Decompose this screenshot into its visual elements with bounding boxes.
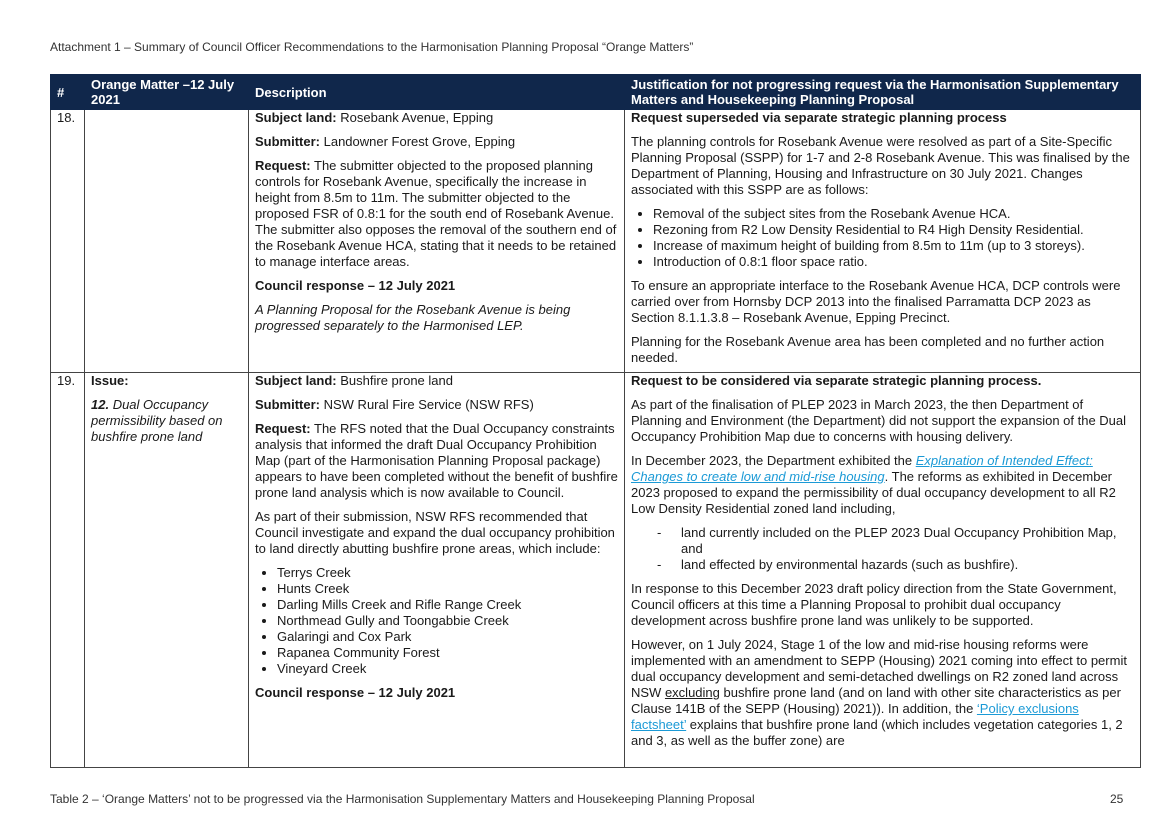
eie-link[interactable]: Explanation of Intended Effect: Changes to create low and mid-rise housing bbox=[631, 453, 1093, 484]
orange-matter-cell bbox=[85, 110, 249, 373]
justification-paragraph: As part of the finalisation of PLEP 2023 in March 2023, the then Department of Planning and Environment (the Department) did not support the expansion of the Dual Occupancy Prohibition Map due to concerns with housing delivery. bbox=[631, 397, 1127, 444]
submitter: Submitter: NSW Rural Fire Service (NSW RFS) bbox=[255, 397, 534, 412]
list-item: • Increase of maximum height of building from 8.5m to 11m (up to 3 storeys). bbox=[653, 238, 1134, 254]
issue-label: Issue: bbox=[91, 373, 129, 388]
changes-list bbox=[631, 206, 1134, 270]
justification-paragraph: However, on 1 July 2024, Stage 1 of the low and mid-rise housing reforms were implemented with an amendment to SEPP (Housing) 2021 coming into effect to permit dual occupancy development and semi-detached dwellings on R2 zoned land across NSW excluding bushfire prone land (and on land with other site characteristics as per Clause 141B of the SEPP (Housing) 2021)). In addition, the ‘Policy exclusions factsheet’ explains that bushfire prone land (which includes vegetation categories 1, 2 and 3, as well as the buffer zone) are bbox=[631, 637, 1127, 748]
list-item: • Hunts Creek bbox=[277, 581, 618, 597]
table-caption: Table 2 – ‘Orange Matters’ not to be progressed via the Harmonisation Supplementary Matters and Housekeeping Planning Proposal bbox=[50, 792, 755, 806]
orange-matter-cell bbox=[85, 373, 249, 768]
policy-exclusions-link[interactable]: ‘Policy exclusions factsheet’ bbox=[631, 701, 1079, 732]
submitter: Submitter: Landowner Forest Grove, Epping bbox=[255, 134, 516, 149]
description-cell bbox=[249, 110, 625, 373]
justification-paragraph: The planning controls for Rosebank Avenue were resolved as part of a Site-Specific Planning Proposal (SSPP) for 1-7 and 2-8 Rosebank Avenue. This was finalised by the Department of Planning, Housing and Infrastructure on 30 July 2021. Changes associated with this SSPP are as follows: bbox=[631, 134, 1130, 197]
justification-heading: Request to be considered via separate strategic planning process. bbox=[631, 373, 1042, 388]
submission-paragraph: As part of their submission, NSW RFS recommended that Council investigate and expand the dual occupancy prohibition to land directly abutting bushfire prone areas, which include: bbox=[255, 509, 615, 556]
issue-text: 12. Dual Occupancy permissibility based on bushfire prone land bbox=[91, 397, 223, 444]
table-row bbox=[51, 110, 1141, 373]
justification-paragraph: Planning for the Rosebank Avenue area has been completed and no further action needed. bbox=[631, 334, 1105, 365]
reform-dash-list bbox=[631, 525, 1134, 573]
council-response-heading: Council response – 12 July 2021 bbox=[255, 685, 456, 700]
justification-paragraph: To ensure an appropriate interface to the Rosebank Avenue HCA, DCP controls were carried over from Hornsby DCP 2013 into the finalised Parramatta DCP 2023 as Section 8.1.1.3.8 – Rosebank Avenue, Epping Precinct. bbox=[631, 278, 1121, 325]
list-item: • Vineyard Creek bbox=[277, 661, 618, 677]
subject-land: Subject land: Rosebank Avenue, Epping bbox=[255, 110, 494, 125]
justification-heading: Request superseded via separate strategic planning process bbox=[631, 110, 1007, 125]
list-item: • Northmead Gully and Toongabbie Creek bbox=[277, 613, 618, 629]
row-number: 18. bbox=[51, 110, 85, 373]
table-row bbox=[51, 373, 1141, 768]
list-item: - land currently included on the PLEP 2023 Dual Occupancy Prohibition Map, and bbox=[657, 525, 1134, 557]
list-item: - land effected by environmental hazards (such as bushfire). bbox=[657, 557, 1134, 573]
council-response-heading: Council response – 12 July 2021 bbox=[255, 278, 456, 293]
description-cell bbox=[249, 373, 625, 768]
justification-paragraph: In December 2023, the Department exhibited the Explanation of Intended Effect: Changes to create low and mid-rise housing. The reforms as exhibited in December 2023 proposed to expand the permissibility of dual occupancy development to all R2 Low Density Residential zoned land including, bbox=[631, 453, 1116, 516]
table-header-row bbox=[51, 75, 1141, 110]
page-number: 25 bbox=[1110, 792, 1124, 806]
orange-matters-table bbox=[50, 74, 1141, 768]
justification-cell bbox=[625, 110, 1141, 373]
bushfire-areas-list bbox=[255, 565, 618, 677]
list-item: • Darling Mills Creek and Rifle Range Creek bbox=[277, 597, 618, 613]
list-item: • Galaringi and Cox Park bbox=[277, 629, 618, 645]
justification-paragraph: In response to this December 2023 draft policy direction from the State Government, Council officers at this time a Planning Proposal to prohibit dual occupancy development across bushfire prone land was unlikely to be supported. bbox=[631, 581, 1117, 628]
col-header-number: # bbox=[51, 75, 85, 110]
council-response-text: A Planning Proposal for the Rosebank Avenue is being progressed separately to the Harmonised LEP. bbox=[255, 302, 571, 333]
list-item: • Terrys Creek bbox=[277, 565, 618, 581]
list-item: • Rezoning from R2 Low Density Residential to R4 High Density Residential. bbox=[653, 222, 1134, 238]
list-item: • Rapanea Community Forest bbox=[277, 645, 618, 661]
request: Request: The submitter objected to the proposed planning controls for Rosebank Avenue, specifically the increase in height from 8.5m to 11m. The submitter objected to the proposed FSR of 0.8:1 for the south end of Rosebank Avenue. The submitter also opposes the removal of the southern end of the Rosebank Avenue HCA, stating that it needs to be retained to manage interface areas. bbox=[255, 158, 617, 269]
list-item: • Introduction of 0.8:1 floor space ratio. bbox=[653, 254, 1134, 270]
row-number: 19. bbox=[51, 373, 85, 768]
list-item: • Removal of the subject sites from the Rosebank Avenue HCA. bbox=[653, 206, 1134, 222]
request: Request: The RFS noted that the Dual Occupancy constraints analysis that informed the draft Dual Occupancy Prohibition Map (part of the Harmonisation Planning Proposal package) appears to have been completed without the benefit of bushfire prone land analysis which is now available to Council. bbox=[255, 421, 618, 500]
col-header-justification: Justification for not progressing request via the Harmonisation Supplementary Matters and Housekeeping Planning Proposal bbox=[625, 75, 1141, 110]
justification-cell bbox=[625, 373, 1141, 768]
subject-land: Subject land: Bushfire prone land bbox=[255, 373, 453, 388]
col-header-description: Description bbox=[249, 75, 625, 110]
col-header-orange-matter: Orange Matter –12 July 2021 bbox=[85, 75, 249, 110]
page-header: Attachment 1 – Summary of Council Officer Recommendations to the Harmonisation Planning Proposal “Orange Matters” bbox=[50, 40, 694, 54]
